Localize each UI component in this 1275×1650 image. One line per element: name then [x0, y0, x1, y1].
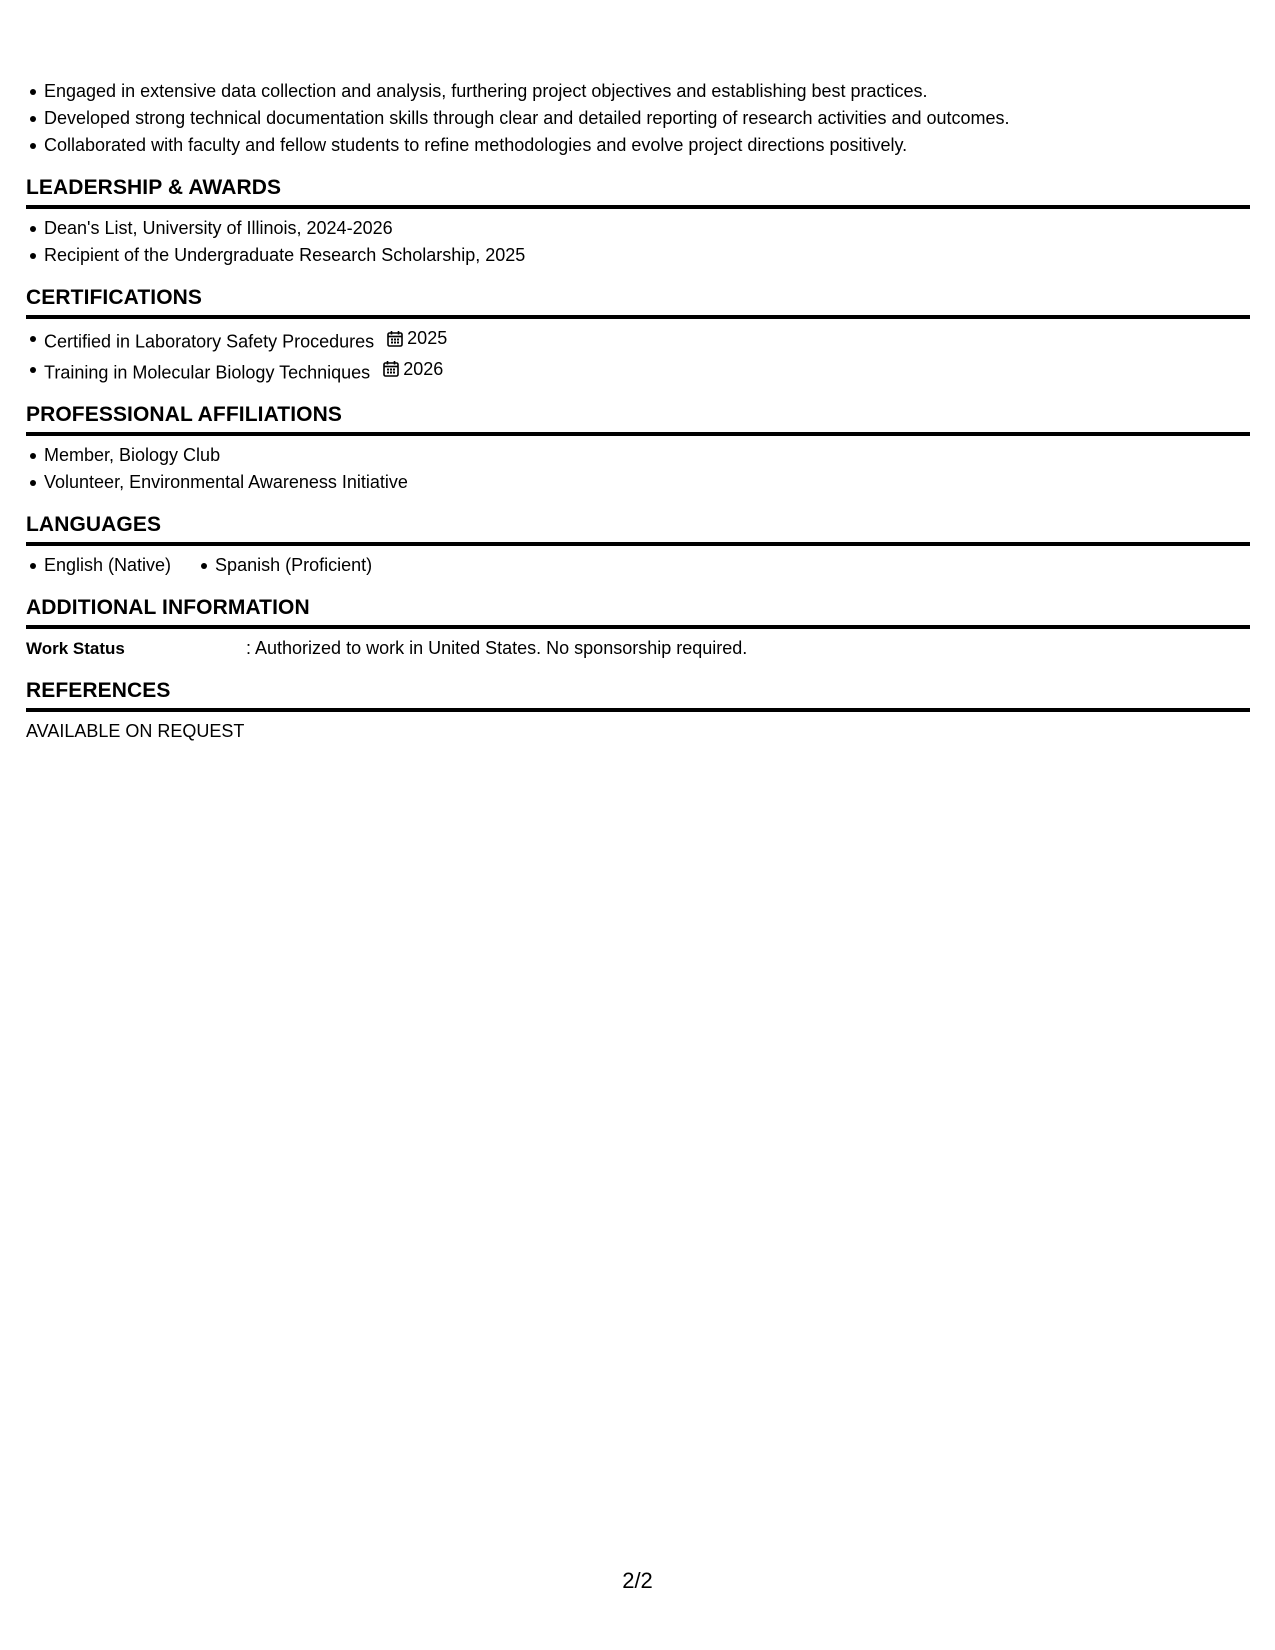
languages-list: [26, 552, 1250, 579]
certifications-section: [26, 285, 1250, 386]
certification-name: Training in Molecular Biology Techniques: [44, 362, 371, 382]
references-heading: REFERENCES: [26, 678, 1250, 712]
affiliation-item: Volunteer, Environmental Awareness Initiative: [44, 469, 1250, 496]
certification-date: [386, 325, 447, 352]
work-status-label: Work Status: [26, 639, 125, 658]
affiliation-item: Member, Biology Club: [44, 442, 1250, 469]
certification-item: [44, 325, 1250, 356]
languages-heading: LANGUAGES: [26, 512, 1250, 546]
affiliations-heading: PROFESSIONAL AFFILIATIONS: [26, 402, 1250, 436]
certification-name: Certified in Laboratory Safety Procedures: [44, 331, 375, 352]
certifications-list: [26, 325, 1250, 386]
leadership-list: [26, 215, 1250, 269]
experience-bullet: Engaged in extensive data collection and analysis, furthering project objectives and establishing best practices.: [44, 78, 1250, 105]
certification-year: 2025: [407, 328, 448, 348]
leadership-item: Recipient of the Undergraduate Research Scholarship, 2025: [44, 242, 1250, 269]
certification-year: 2026: [403, 358, 444, 379]
references-text: AVAILABLE ON REQUEST: [26, 721, 245, 741]
language-item: Spanish (Proficient): [215, 552, 372, 579]
affiliations-list: [26, 442, 1250, 496]
languages-section: [26, 512, 1250, 579]
language-item: English (Native): [44, 552, 171, 579]
work-status-row: [26, 635, 1250, 662]
experience-bullet-list: [26, 78, 1250, 159]
certifications-heading: CERTIFICATIONS: [26, 285, 1250, 319]
work-status-value: : Authorized to work in United States. No sponsorship required.: [246, 638, 748, 658]
additional-info-heading: ADDITIONAL INFORMATION: [26, 595, 1250, 629]
certification-date: [382, 356, 443, 383]
calendar-icon: [386, 330, 404, 348]
references-section: [26, 678, 1250, 745]
page-number: 2/2: [622, 1568, 653, 1593]
experience-bullet: Developed strong technical documentation skills through clear and detailed reporting of research activities and outcomes.: [44, 105, 1250, 132]
additional-info-section: [26, 595, 1250, 662]
leadership-item: Dean's List, University of Illinois, 2024-2026: [44, 215, 1250, 242]
experience-bullet: Collaborated with faculty and fellow students to refine methodologies and evolve project directions positively.: [44, 132, 1250, 159]
certification-item: [44, 356, 1250, 387]
leadership-heading: LEADERSHIP & AWARDS: [26, 175, 1250, 209]
leadership-section: [26, 175, 1250, 269]
affiliations-section: [26, 402, 1250, 496]
calendar-icon: [382, 360, 400, 378]
resume-page: [26, 78, 1250, 745]
